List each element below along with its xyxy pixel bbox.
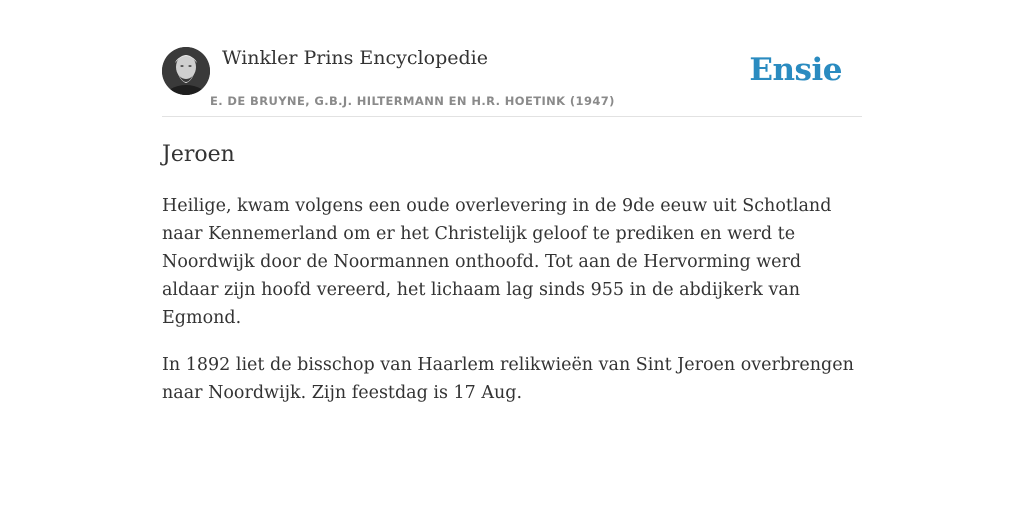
brand-logo[interactable]: Ensie: [749, 52, 842, 88]
article-paragraph: In 1892 liet de bisschop van Haarlem relikwieën van Sint Jeroen overbrengen naar Noordwijk. Zijn feestdag is 17 Aug.: [162, 355, 854, 403]
author-avatar[interactable]: [162, 47, 210, 95]
source-title[interactable]: Winkler Prins Encyclopedie: [222, 47, 488, 69]
article-title: Jeroen: [162, 142, 235, 167]
article-paragraph: Heilige, kwam volgens een oude overlevering in de 9de eeuw uit Schotland naar Kennemerland om er het Christelijk geloof te prediken en werd te Noordwijk door de Noormannen onthoofd. Tot aan de Hervorming werd aldaar zijn hoofd vereerd, het lichaam lag sinds 955 in de abdijkerk van Egmond.: [162, 196, 832, 328]
article: [162, 140, 862, 407]
article-body: [162, 192, 862, 407]
source-header: [162, 44, 862, 117]
source-authors: E. DE BRUYNE, G.B.J. HILTERMANN EN H.R. HOETINK (1947): [210, 94, 615, 108]
portrait-icon: [162, 47, 210, 95]
